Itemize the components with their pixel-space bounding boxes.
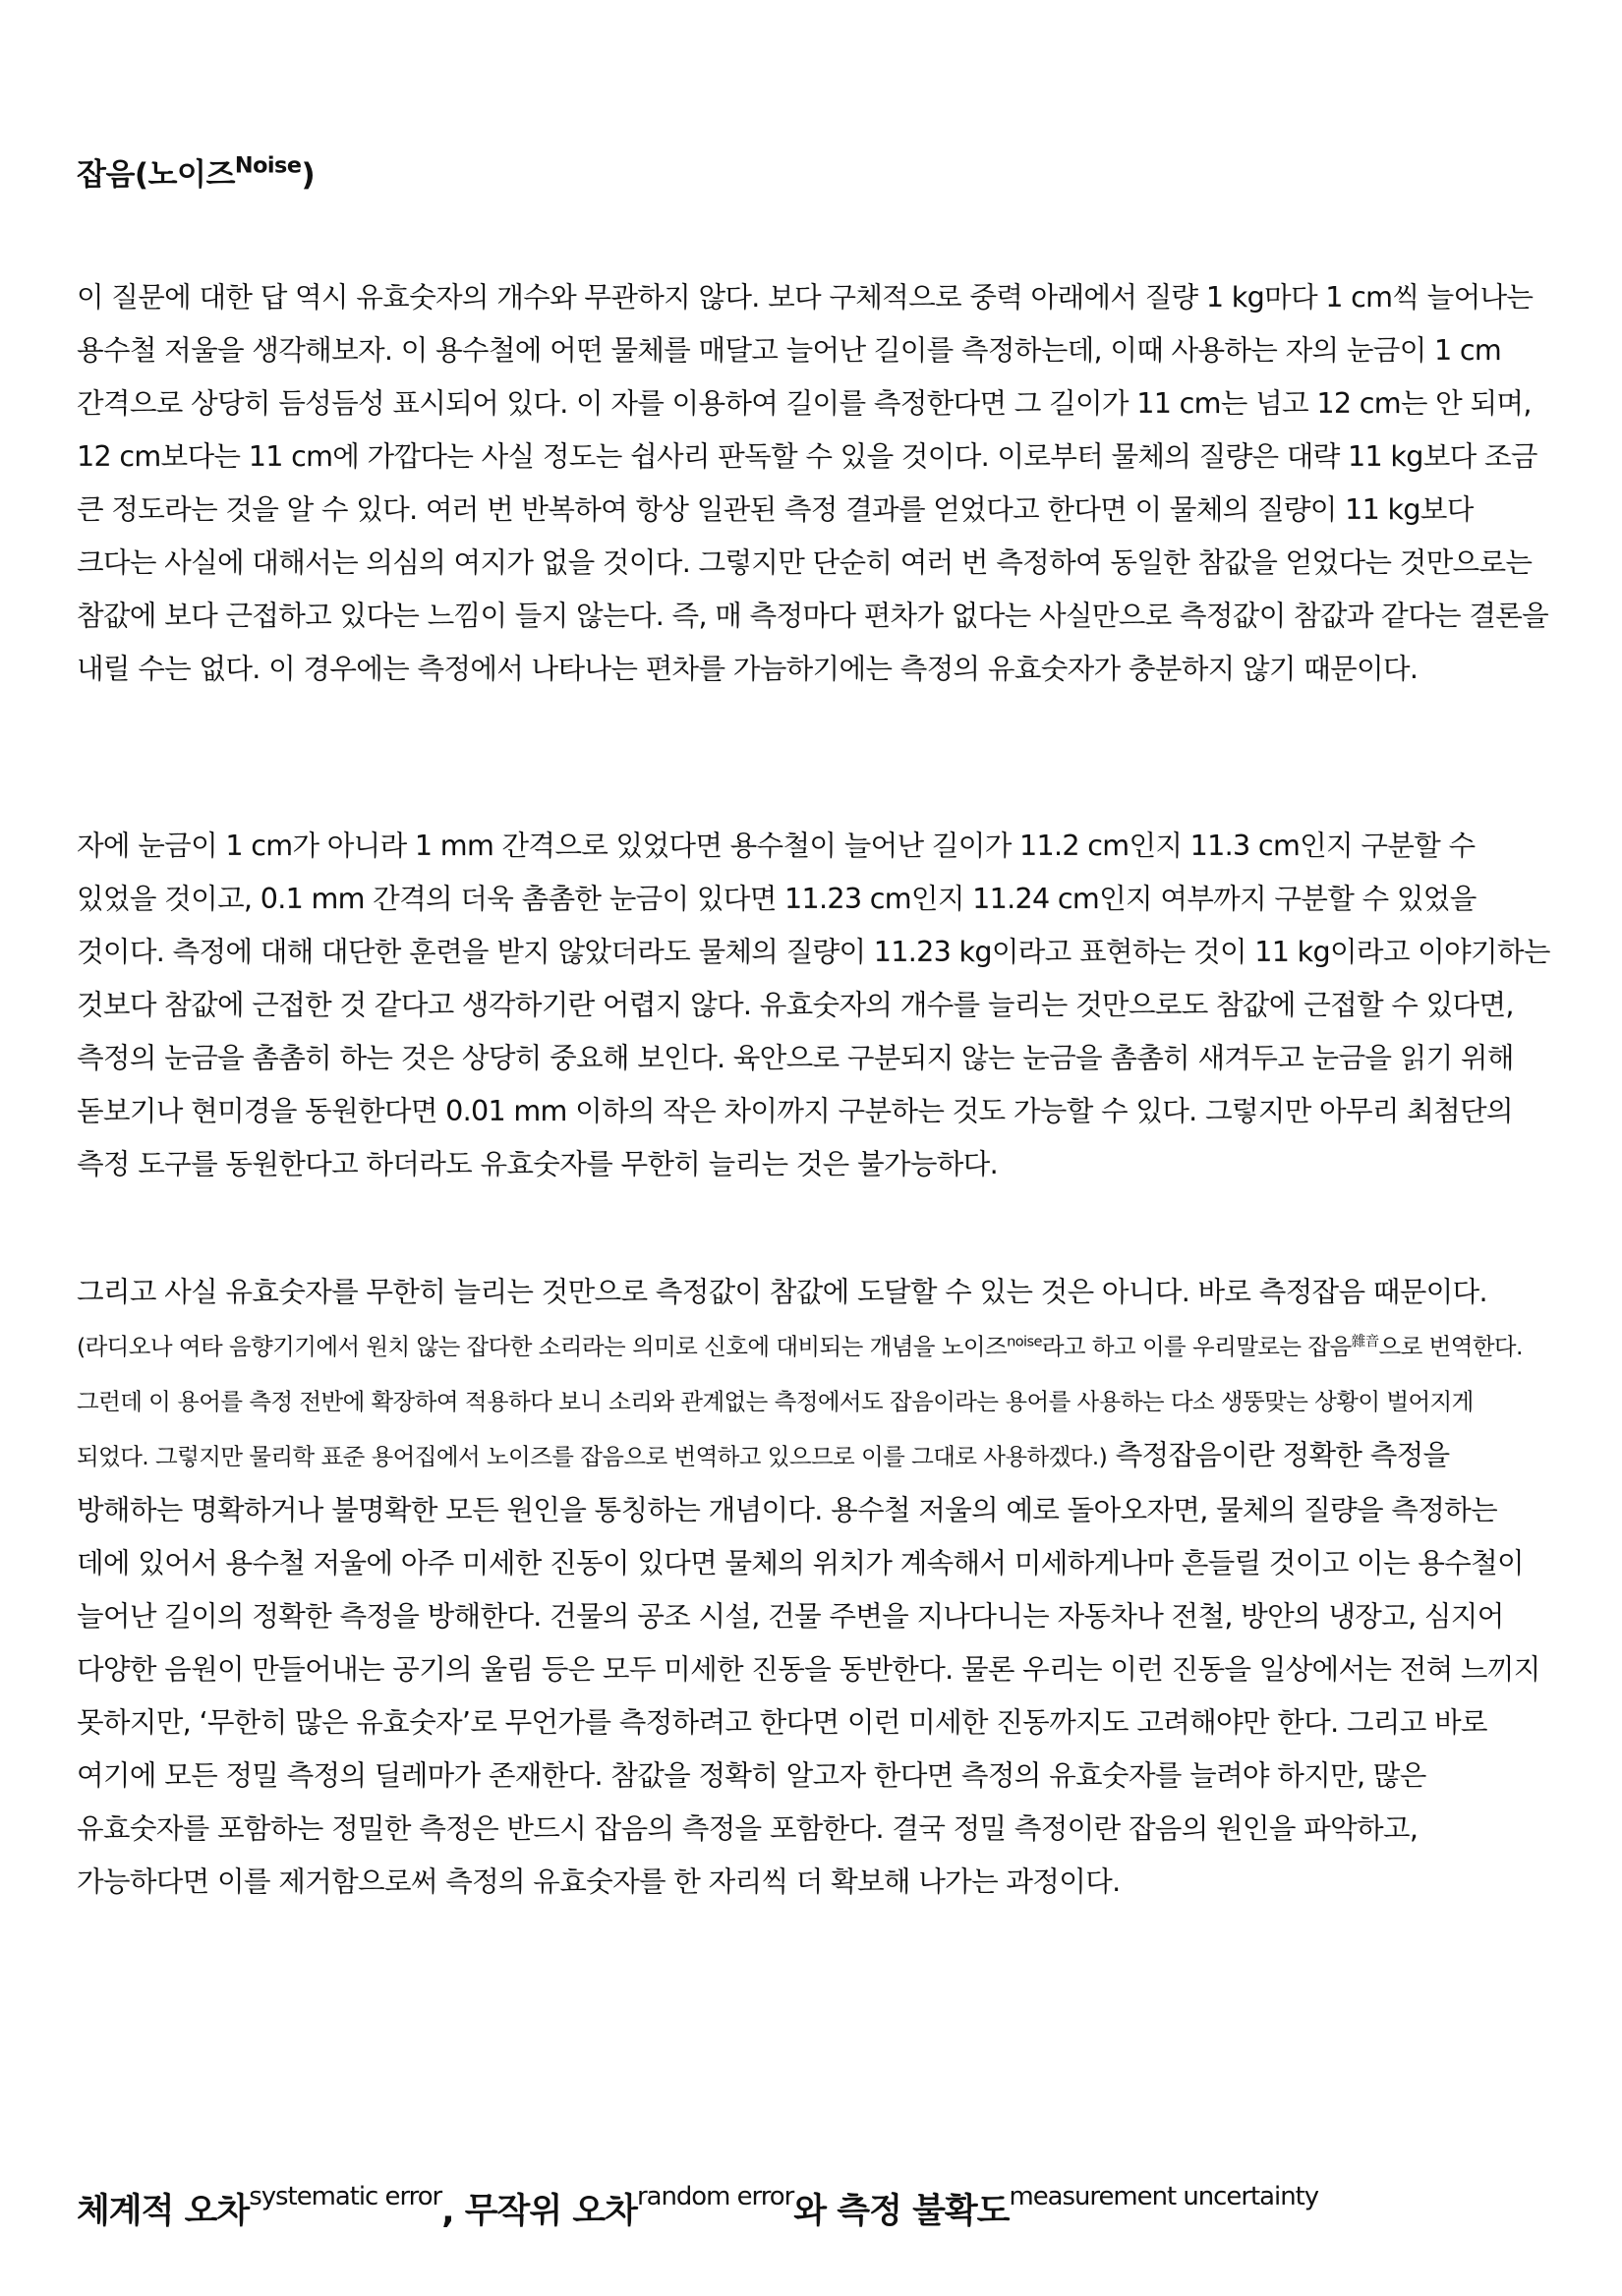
superscript-measurement-uncertainty: measurement uncertainty [1009, 2181, 1319, 2211]
superscript-systematic-error: systematic error [249, 2181, 442, 2211]
heading-systematic-error: 체계적 오차 [77, 2192, 250, 2231]
superscript-random-error: random error [636, 2181, 794, 2211]
heading-text: 잡음(노이즈 [77, 157, 235, 193]
heading-measurement-uncertainty: 와 측정 불확도 [793, 2192, 1010, 2231]
note-superscript-hanja: 雜音 [1351, 1333, 1379, 1350]
paragraph-3-lead: 그리고 사실 유효숫자를 무한히 늘리는 것만으로 측정값이 참값에 도달할 수 있는 것은 아니다. 바로 측정잡음 때문이다. [77, 1275, 1487, 1308]
note-superscript-noise: noise [1007, 1333, 1042, 1350]
section-heading-noise [77, 149, 315, 194]
heading-close-paren: ) [301, 157, 316, 193]
paragraph-1: 이 질문에 대한 답 역시 유효숫자의 개수와 무관하지 않다. 보다 구체적으로 중력 아래에서 질량 1 kg마다 1 cm씩 늘어나는 용수철 저울을 생각해보자. 이 용수철에 어떤 물체를 매달고 늘어난 길이를 측정하는데, 이때 사용하는 자의 눈금이 1 cm 간격으로 상당히 듬성듬성 표시되어 있다. 이 자를 이용하여 길이를 측정한다면 그 길이가 11 cm는 넘고 12 cm는 안 되며, 12 cm보다는 11 cm에 가깝다는 사실 정도는 쉽사리 판독할 수 있을 것이다. 이로부터 물체의 질량은 대략 11 kg보다 조금 큰 정도라는 것을 알 수 있다. 여러 번 반복하여 항상 일관된 측정 결과를 얻었다고 한다면 이 물체의 질량이 11 kg보다 크다는 사실에 대해서는 의심의 여지가 없을 것이다. 그렇지만 단순히 여러 번 측정하여 동일한 참값을 얻었다는 것만으로는 참값에 보다 근접하고 있다는 느낌이 들지 않는다. 즉, 매 측정마다 편차가 없다는 사실만으로 측정값이 참값과 같다는 결론을 내릴 수는 없다. 이 경우에는 측정에서 나타나는 편차를 가늠하기에는 측정의 유효숫자가 충분하지 않기 때문이다. [77, 280, 1549, 685]
heading-random-error: , 무작위 오차 [441, 2192, 637, 2231]
paragraph-3 [77, 1265, 1551, 1908]
paragraph-2: 자에 눈금이 1 cm가 아니라 1 mm 간격으로 있었다면 용수철이 늘어난 길이가 11.2 cm인지 11.3 cm인지 구분할 수 있었을 것이고, 0.1 mm 간격의 더욱 촘촘한 눈금이 있다면 11.23 cm인지 11.24 cm인지 여부까지 구분할 수 있었을 것이다. 측정에 대해 대단한 훈련을 받지 않았더라도 물체의 질량이 11.23 kg이라고 표현하는 것이 11 kg이라고 이야기하는 것보다 참값에 근접한 것 같다고 생각하기란 어렵지 않다. 유효숫자의 개수를 늘리는 것만으로도 참값에 근접할 수 있다면, 측정의 눈금을 촘촘히 하는 것은 상당히 중요해 보인다. 육안으로 구분되지 않는 눈금을 촘촘히 새겨두고 눈금을 읽기 위해 돋보기나 현미경을 동원한다면 0.01 mm 이하의 작은 차이까지 구분하는 것도 가능할 수 있다. 그렇지만 아무리 최첨단의 측정 도구를 동원한다고 하더라도 유효숫자를 무한히 늘리는 것은 불가능하다. [77, 829, 1550, 1180]
note-text-c: 으로 번역한다. 그런데 이 용어를 측정 전반에 확장하여 적용하다 보니 소리와 관계없는 측정에서도 잡음이라는 용어를 사용하는 다소 생뚱맞는 상황이 벌어지게 되었다. 그렇지만 물리학 표준 용어집에서 노이즈를 잡음으로 번역하고 있으므로 이를 그대로 사용하겠다.) [77, 1333, 1523, 1470]
note-text-b: 라고 하고 이를 우리말로는 잡음 [1041, 1333, 1352, 1360]
paragraph-3-body: 측정잡음이란 정확한 측정을 방해하는 명확하거나 불명확한 모든 원인을 통칭하는 개념이다. 용수철 저울의 예로 돌아오자면, 물체의 질량을 측정하는 데에 있어서 용수철 저울에 아주 미세한 진동이 있다면 물체의 위치가 계속해서 미세하게나마 흔들릴 것이고 이는 용수철이 늘어난 길이의 정확한 측정을 방해한다. 건물의 공조 시설, 건물 주변을 지나다니는 자동차나 전철, 방안의 냉장고, 심지어 다양한 음원이 만들어내는 공기의 울림 등은 모두 미세한 진동을 동반한다. 물론 우리는 이런 진동을 일상에서는 전혀 느끼지 못하지만, ‘무한히 많은 유효숫자’로 무언가를 측정하려고 한다면 이런 미세한 진동까지도 고려해야만 한다. 그리고 바로 여기에 모든 정밀 측정의 딜레마가 존재한다. 참값을 정확히 알고자 한다면 측정의 유효숫자를 늘려야 하지만, 많은 유효숫자를 포함하는 정밀한 측정은 반드시 잡음의 측정을 포함한다. 결국 정밀 측정이란 잡음의 원인을 파악하고, 가능하다면 이를 제거함으로써 측정의 유효숫자를 한 자리씩 더 확보해 나가는 과정이다. [77, 1438, 1540, 1898]
heading-superscript: Noise [234, 152, 302, 179]
section-heading-errors [77, 2181, 1319, 2233]
note-text-a: (라디오나 여타 음향기기에서 원치 않는 잡다한 소리라는 의미로 신호에 대비되는 개념을 노이즈 [77, 1333, 1008, 1360]
